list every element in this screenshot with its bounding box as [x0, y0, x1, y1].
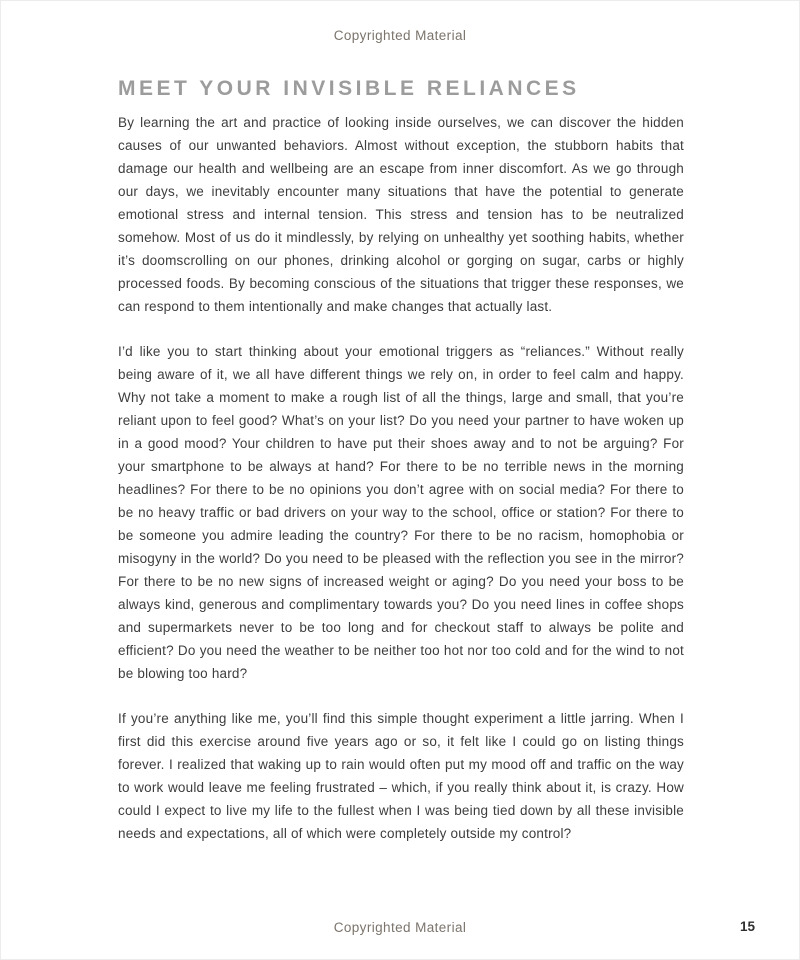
page-number: 15 — [739, 919, 755, 934]
copyright-notice-top: Copyrighted Material — [333, 28, 467, 43]
paragraph-1: By learning the art and practice of looking inside ourselves, we can discover the hidden causes of our unwanted behaviors. Almost without exception, the stubborn habits that damage our health and wellbeing are an escape from inner discomfort. As we go through our days, we inevitably encounter many situations that have the potential to generate emotional stress and internal tension. This stress and tension has to be neutralized somehow. Most of us do it mindlessly, by relying on unhealthy yet soothing habits, whether it’s doomscrolling on our phones, drinking alcohol or gorging on sugar, carbs or highly processed foods. By becoming conscious of the situations that trigger these responses, we can respond to them intentionally and make changes that actually last. — [118, 115, 684, 314]
copyright-notice-bottom: Copyrighted Material — [333, 920, 467, 935]
chapter-title: MEET YOUR INVISIBLE RELIANCES — [118, 77, 580, 101]
paragraph-3: If you’re anything like me, you’ll find this simple thought experiment a little jarring. When I first did this exercise around five years ago or so, it felt like I could go on listing things forever. I realized that waking up to rain would often put my mood off and traffic on the way to work would leave me feeling frustrated – which, if you really think about it, is crazy. How could I expect to live my life to the fullest when I was being tied down by all these invisible needs and expectations, all of which were completely outside my control? — [118, 711, 684, 841]
body-text — [118, 111, 684, 867]
paragraph-2: I’d like you to start thinking about your emotional triggers as “reliances.” Without really being aware of it, we all have different things we rely on, in order to feel calm and happy. Why not take a moment to make a rough list of all the things, large and small, that you’re reliant upon to feel good? What’s on your list? Do you need your partner to have woken up in a good mood? Your children to have put their shoes away and to not be arguing? For your smartphone to be always at hand? For there to be no terrible news in the morning headlines? For there to be no opinions you don’t agree with on social media? For there to be no heavy traffic or bad drivers on your way to the school, office or station? For there to be someone you admire leading the country? For there to be no racism, homophobia or misogyny in the world? Do you need to be pleased with the reflection you see in the mirror? For there to be no new signs of increased weight or aging? Do you need your boss to be always kind, generous and complimentary towards you? Do you need lines in coffee shops and supermarkets never to be too long and for checkout staff to always be polite and efficient? Do you need the weather to be neither too hot nor too cold and for the wind to not be blowing too hard? — [118, 344, 684, 681]
